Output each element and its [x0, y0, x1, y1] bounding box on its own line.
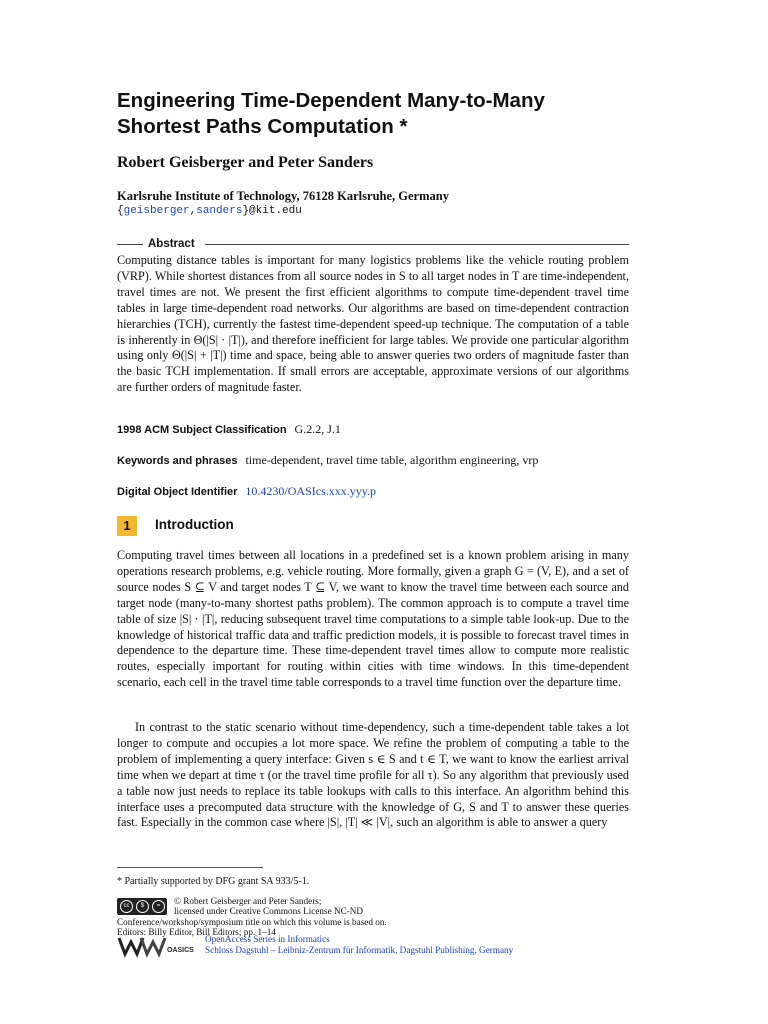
- email-link-geisberger[interactable]: geisberger: [123, 205, 190, 217]
- dagstuhl-publisher-link[interactable]: Schloss Dagstuhl – Leibniz-Zentrum für Informatik, Dagstuhl Publishing, Germany: [205, 944, 514, 955]
- doi-label: Digital Object Identifier: [117, 486, 238, 498]
- license-text: [174, 896, 363, 917]
- acm-classification: [117, 422, 341, 437]
- license-line-editors: Editors: Billy Editor, Bill Editors; pp. 1–14: [117, 927, 276, 937]
- oasics-info: [205, 934, 513, 955]
- acm-label: 1998 ACM Subject Classification: [117, 424, 287, 436]
- license-line-conference: Conference/workshop/symposium title on which this volume is based on.: [117, 917, 387, 927]
- abstract-label: Abstract: [148, 238, 195, 250]
- creative-commons-icon: [117, 898, 167, 915]
- cc-circle-icon: cc: [120, 900, 133, 913]
- abstract-text: Computing distance tables is important for many logistics problems like the vehicle routing problem (VRP). While shortest distances from all source nodes in S to all target nodes in T are time-independent, travel times are not. We present the first efficient algorithms to compute time-dependent travel time tables in large time-dependent road networks. Our algorithms are based on time-dependent contraction hierarchies (TCH), currently the fastest time-dependent speed-up technique. The computation of a table is inherently in Θ(|S| · |T|), and therefore inefficient for large tables. We provide one particular algorithm using only Θ(|S| + |T|) time and space, being able to answer queries two orders of magnitude faster than the basic TCH implementation. If small errors are acceptable, approximate versions of our algorithms are further orders of magnitude faster.: [117, 253, 629, 395]
- oasics-series-link[interactable]: OpenAccess Series in Informatics: [205, 934, 330, 944]
- author-email: [117, 205, 302, 217]
- logo-wave-1: [119, 938, 143, 954]
- section-title: Introduction: [155, 517, 234, 532]
- paper-title: Engineering Time-Dependent Many-to-Many Shortest Paths Computation *: [117, 89, 545, 138]
- oasics-logo-text: OASICS: [167, 947, 194, 954]
- intro-paragraph-1: Computing travel times between all locations in a predefined set is a known problem arising in many operations research problems, e.g. vehicle routing. More formally, given a graph G = (V, E), and a set of source nodes S ⊆ V and target nodes T ⊆ V, we want to know the travel time between each source and target node (many-to-many shortest paths problem). The common approach is to compute a travel time table of size |S| · |T|, reducing subsequent travel time computations to a simple table look-up. Due to the knowledge of historical traffic data and traffic prediction models, it is possible to forecast travel times in dependence to the departure time. These time-dependent travel times allow to compute more realistic routes, especially important for routing within cities with time windows. In this time-dependent scenario, each cell in the travel time table corresponds to a travel time function over the departure time.: [117, 548, 629, 690]
- oasics-logo: [117, 934, 199, 958]
- footnote: * Partially supported by DFG grant SA 933/5-1.: [117, 876, 310, 887]
- license-line-terms: licensed under Creative Commons License NC-ND: [174, 906, 364, 917]
- keywords-value: time-dependent, travel time table, algorithm engineering, vrp: [245, 453, 539, 467]
- intro-paragraph-2: In contrast to the static scenario without time-dependency, such a time-dependent table takes a lot longer to compute and occupies a lot more space. We refine the problem of computing a table to the problem of implementing a query interface: Given s ∈ S and t ∈ T, we want to know the earliest arrival time when we depart at time τ (or the travel time profile for all τ). So any algorithm that previously used a table now just needs to replace its table lookups with calls to this interface. An algorithm behind this interface uses a precomputed data structure with the knowledge of G, S and T to answer these queries fast. Especially in the common case where |S|, |T| ≪ |V|, such an algorithm is able to answer a query: [117, 720, 629, 830]
- abstract-rule-right: [205, 244, 629, 245]
- license-line-copyright: © Robert Geisberger and Peter Sanders;: [174, 896, 322, 906]
- keywords-label: Keywords and phrases: [117, 455, 238, 467]
- abstract-rule-left: [117, 244, 143, 245]
- section-number: 1: [117, 516, 137, 536]
- by-circle-icon: $: [136, 900, 149, 913]
- email-separator: ,: [189, 205, 197, 217]
- email-link-sanders[interactable]: sanders: [196, 205, 243, 217]
- keywords: [117, 453, 538, 468]
- abstract-heading: [117, 237, 629, 251]
- email-open-brace: {: [117, 205, 124, 217]
- email-domain: }@kit.edu: [242, 205, 302, 217]
- doi-link[interactable]: 10.4230/OASIcs.xxx.yyy.p: [245, 484, 376, 498]
- author-list: Robert Geisberger and Peter Sanders: [117, 154, 374, 171]
- logo-wave-2: [141, 938, 165, 954]
- acm-value: G.2.2, J.1: [294, 422, 341, 436]
- footnote-rule: [117, 867, 263, 868]
- nd-circle-icon: =: [152, 900, 165, 913]
- affiliation: Karlsruhe Institute of Technology, 76128 Karlsruhe, Germany: [117, 189, 449, 203]
- doi: [117, 484, 376, 499]
